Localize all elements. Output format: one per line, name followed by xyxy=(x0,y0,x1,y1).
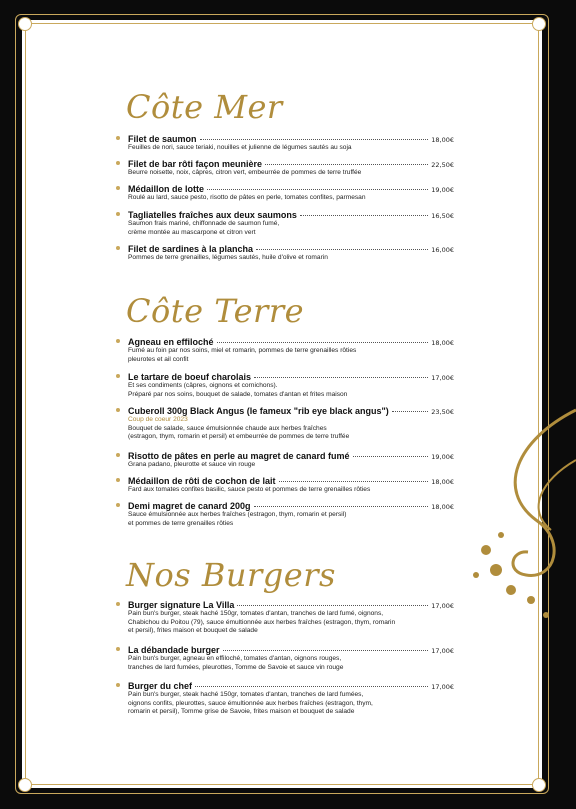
frame-corner-ornament xyxy=(18,17,32,31)
coup-de-coeur-tag: Coup de coeur 2023 xyxy=(128,416,188,423)
bullet-icon xyxy=(116,212,120,216)
dish-name: La débandade burger xyxy=(128,645,220,655)
dish-price: 18,00€ xyxy=(431,503,454,511)
dish-description: oignons confits, pleurottes, sauce émultionnée aux herbes fraîches (estragon, thym, xyxy=(128,699,373,707)
dish-name: Agneau en effiloché xyxy=(128,337,214,347)
dish-price: 18,00€ xyxy=(431,339,454,347)
dish-name: Filet de bar rôti façon meunière xyxy=(128,159,263,169)
bullet-icon xyxy=(116,161,120,165)
bullet-icon xyxy=(116,136,120,140)
bullet-icon xyxy=(116,478,120,482)
dish-name: Cuberoll 300g Black Angus (le fameux "rib eye black angus") xyxy=(128,406,389,416)
menu-item xyxy=(116,159,454,178)
dish-price: 17,00€ xyxy=(431,374,454,382)
menu-item xyxy=(116,681,454,717)
dish-description: Sauce émulsionnée aux herbes fraîches (estragon, thym, romarin et persil) xyxy=(128,511,347,518)
bullet-icon xyxy=(116,186,120,190)
frame-corner-ornament xyxy=(18,778,32,792)
dish-name: Risotto de pâtes en perle au magret de canard fumé xyxy=(128,451,350,461)
dish-description: et persil), frites maison et bouquet de salade xyxy=(128,627,258,635)
dish-name: Médaillon de lotte xyxy=(128,184,205,194)
dish-name: Filet de saumon xyxy=(128,134,197,144)
dish-price: 23,50€ xyxy=(431,408,454,416)
dish-price: 17,00€ xyxy=(431,683,454,691)
gold-swirl-ornament xyxy=(456,400,576,660)
dish-description: Pain bun's burger, steak haché 150gr, tomates d'antan, tranches de lard fumées, xyxy=(128,691,364,698)
dish-description: Feuilles de nori, sauce teriaki, nouilles et julienne de légumes sautés au soja xyxy=(128,144,352,151)
dish-description: Saumon frais mariné, chiffonnade de saumon fumé, xyxy=(128,220,280,227)
bullet-icon xyxy=(116,602,120,606)
dish-price: 17,00€ xyxy=(431,647,454,655)
dish-price: 18,00€ xyxy=(431,478,454,486)
menu-item xyxy=(116,134,454,153)
dish-description: Roulé au lard, sauce pesto, risotto de pâtes en perle, tomates confites, parmesan xyxy=(128,194,366,201)
bullet-icon xyxy=(116,374,120,378)
dish-price: 19,00€ xyxy=(431,186,454,194)
dish-description: Chabichou du Poitou (79), sauce émultionnée aux herbes fraîches (estragon, thym, romarin xyxy=(128,618,396,626)
dish-description: Fard aux tomates confites basilic, sauce pesto et pommes de terre grenailles rôties xyxy=(128,486,371,493)
dish-price: 19,00€ xyxy=(431,453,454,461)
dish-name: Burger signature La Villa xyxy=(128,600,235,610)
dish-description: Préparé par nos soins, bouquet de salade, tomates d'antan et frites maison xyxy=(128,390,348,398)
dish-description: Pommes de terre grenailles, légumes sautés, huile d'olive et romarin xyxy=(128,254,328,261)
section-title-cote-terre: Côte Terre xyxy=(126,292,305,330)
section-title-cote-mer: Côte Mer xyxy=(126,88,283,126)
menu-item xyxy=(116,451,454,470)
dish-price: 16,50€ xyxy=(431,212,454,220)
menu-item xyxy=(116,184,454,203)
dish-description: Pain bun's burger, agneau en effiloché, tomates d'antan, oignons rouges, xyxy=(128,655,342,662)
dish-description: Beurre noisette, noix, câpres, citron vert, embeurrée de pommes de terre truffée xyxy=(128,169,362,176)
dish-description: (estragon, thym, romarin et persil) et embeurrée de pommes de terre truffée xyxy=(128,433,350,441)
dish-description: Fumé au foin par nos soins, miel et romarin, pommes de terre grenailles rôties xyxy=(128,347,357,354)
frame-corner-ornament xyxy=(532,17,546,31)
dish-name: Filet de sardines à la plancha xyxy=(128,244,254,254)
dish-name: Le tartare de boeuf charolais xyxy=(128,372,252,382)
dish-price: 18,00€ xyxy=(431,136,454,144)
menu-item xyxy=(116,501,454,528)
dish-description: Pain bun's burger, steak haché 150gr, tomates d'antan, tranches de lard fumé, oignons, xyxy=(128,610,384,617)
menu-item xyxy=(116,406,454,442)
bullet-icon xyxy=(116,647,120,651)
menu-item xyxy=(116,645,454,672)
menu-item xyxy=(116,476,454,495)
dish-description: Et ses condiments (câpres, oignons et cornichons). xyxy=(128,382,278,389)
menu-item xyxy=(116,337,454,364)
bullet-icon xyxy=(116,683,120,687)
bullet-icon xyxy=(116,246,120,250)
menu-item xyxy=(116,210,454,237)
dish-name: Tagliatelles fraîches aux deux saumons xyxy=(128,210,297,220)
section-title-nos-burgers: Nos Burgers xyxy=(126,556,336,594)
dish-price: 17,00€ xyxy=(431,602,454,610)
dish-price: 16,00€ xyxy=(431,246,454,254)
bullet-icon xyxy=(116,339,120,343)
dish-description: pleurotes et ail confit xyxy=(128,355,189,363)
dish-description: et pommes de terre grenailles rôties xyxy=(128,519,234,527)
bullet-icon xyxy=(116,453,120,457)
menu-item xyxy=(116,372,454,399)
dish-name: Médaillon de rôti de cochon de lait xyxy=(128,476,276,486)
bullet-icon xyxy=(116,408,120,412)
bullet-icon xyxy=(116,503,120,507)
dish-description: crème montée au mascarpone et citron vert xyxy=(128,228,256,236)
dish-description: tranches de lard fumées, pleurottes, Tomme de Savoie et sauce vin rouge xyxy=(128,663,344,671)
menu-item xyxy=(116,244,454,263)
dish-name: Demi magret de canard 200g xyxy=(128,501,251,511)
dish-description: romarin et persil), Tomme grise de Savoie, frites maison et bouquet de salade xyxy=(128,708,355,716)
dish-price: 22,50€ xyxy=(431,161,454,169)
menu-item xyxy=(116,600,454,636)
dish-description: Bouquet de salade, sauce émulsionnée chaude aux herbes fraîches xyxy=(128,424,327,432)
frame-corner-ornament xyxy=(532,778,546,792)
dish-name: Burger du chef xyxy=(128,681,193,691)
dish-description: Grana padano, pleurotte et sauce vin rouge xyxy=(128,461,256,468)
